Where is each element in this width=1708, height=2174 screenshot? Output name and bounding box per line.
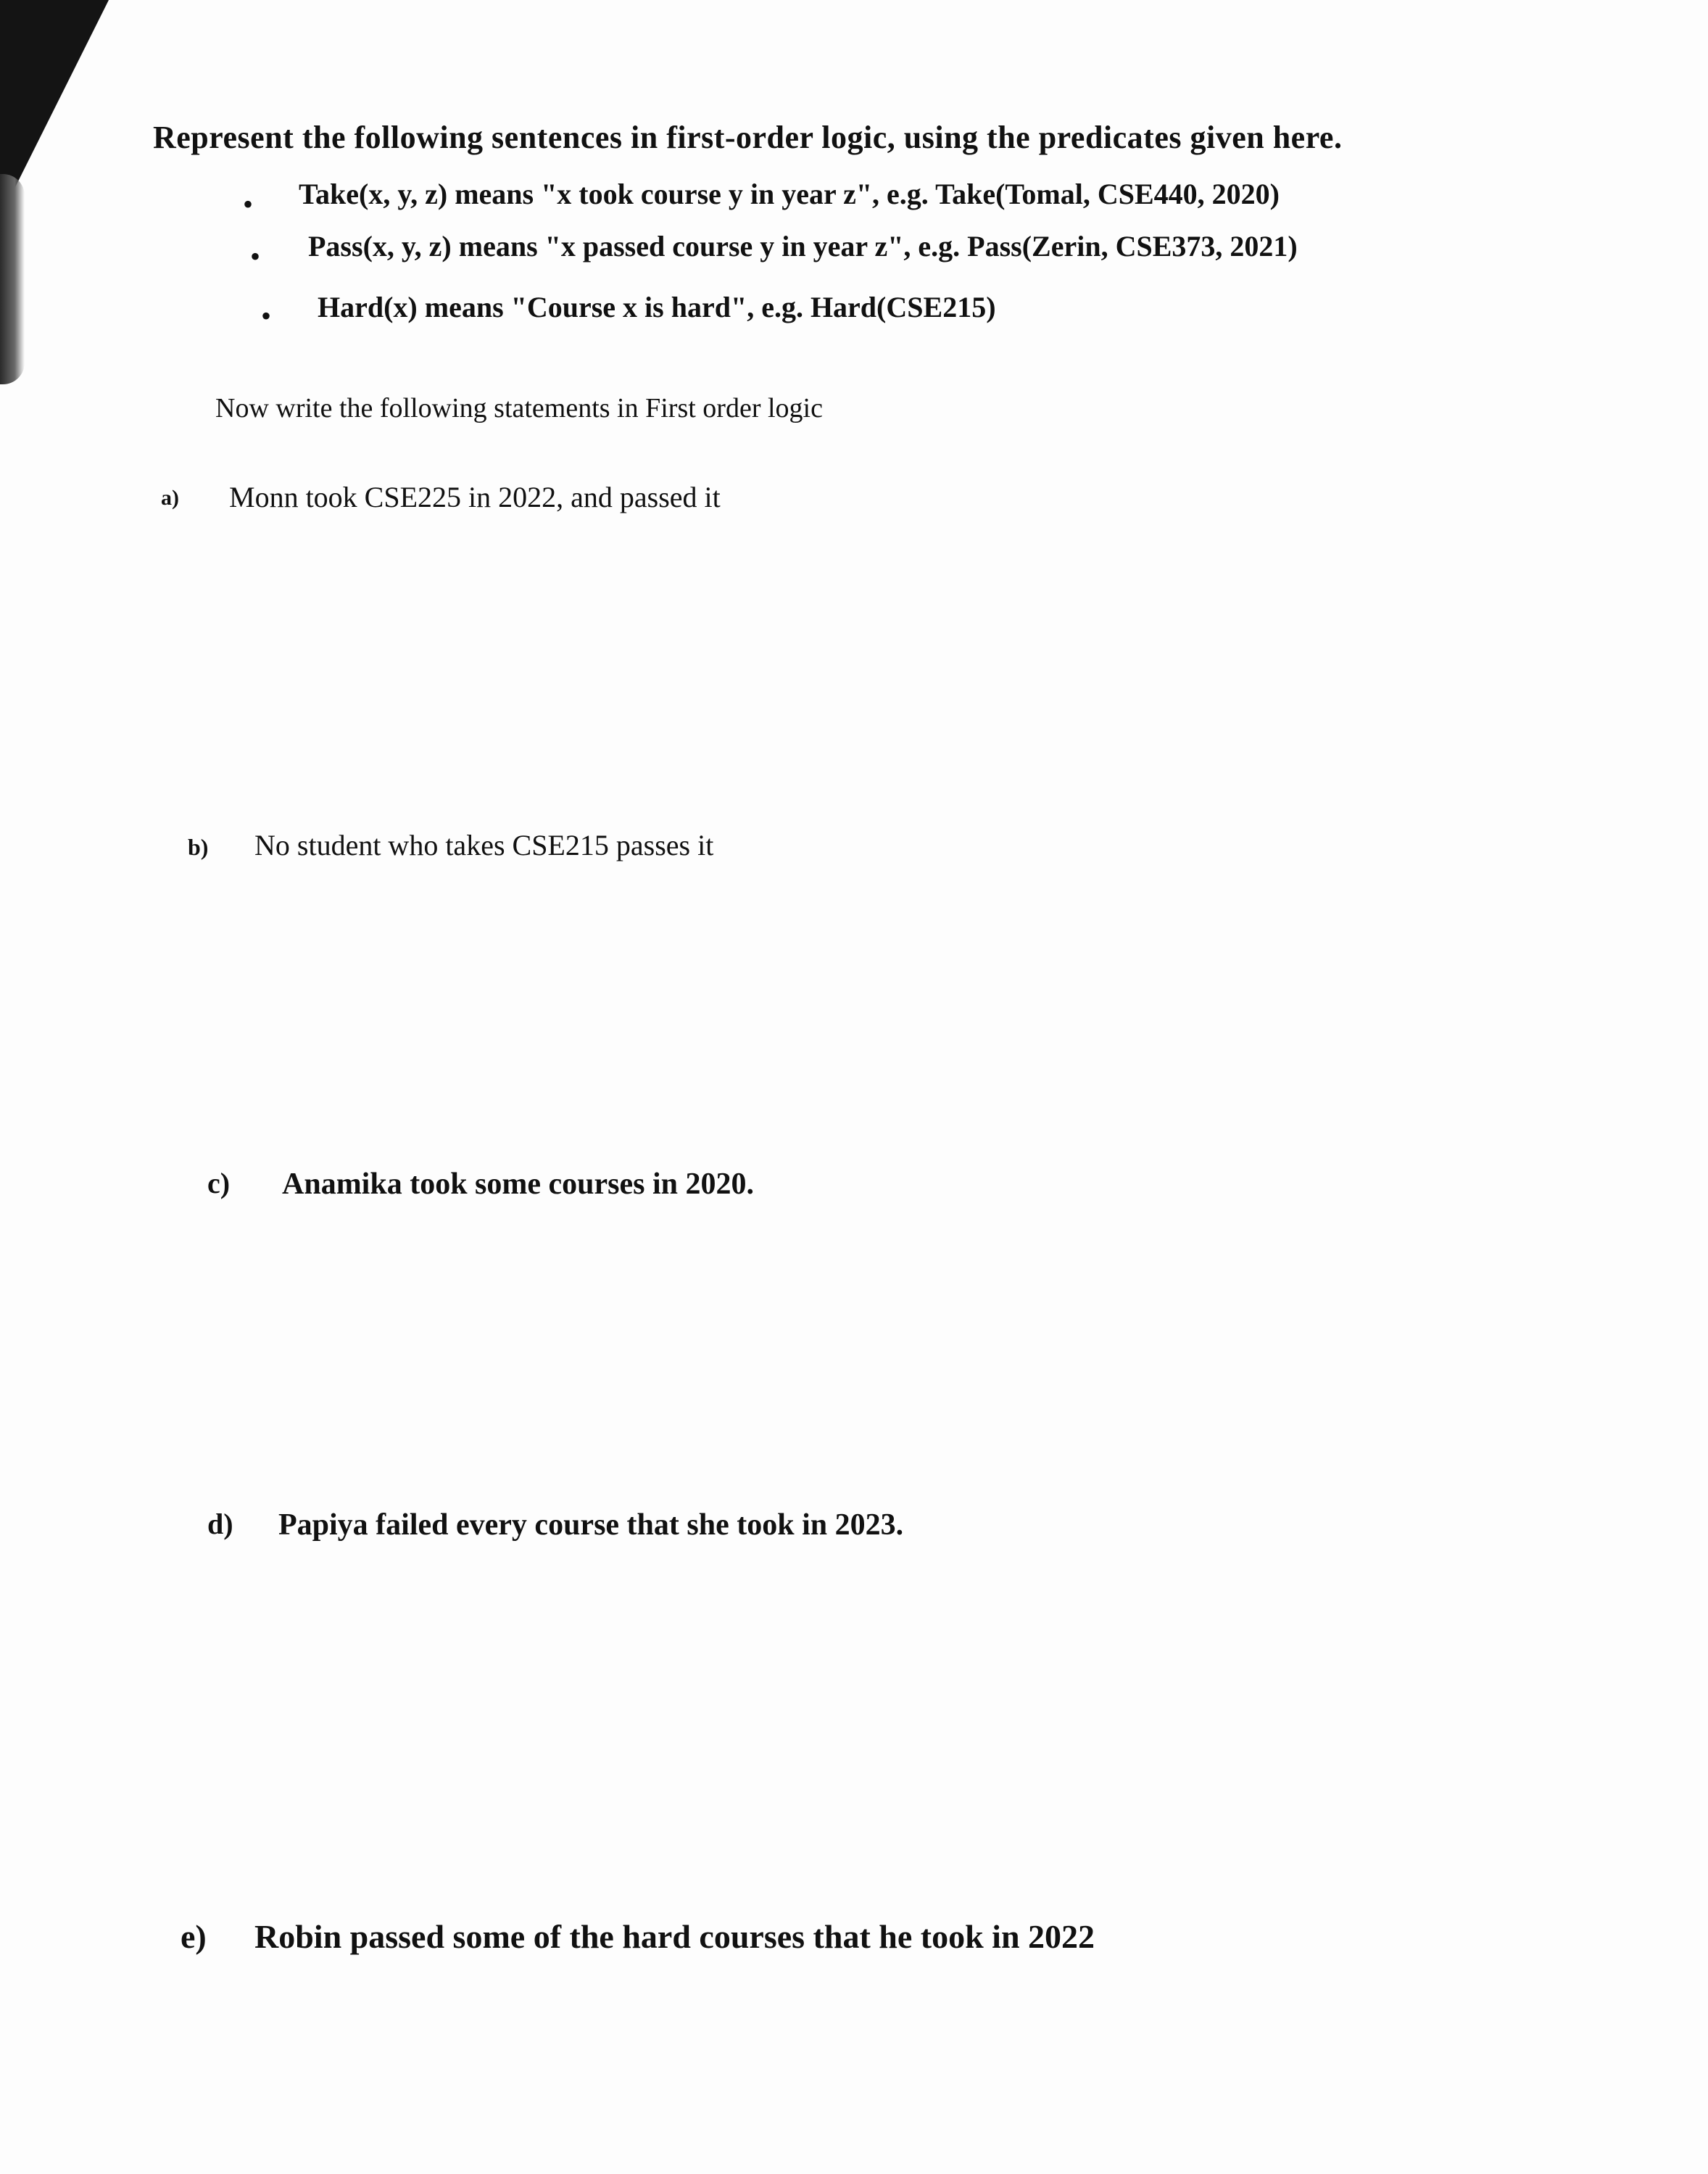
question-b-text: No student who takes CSE215 passes it bbox=[254, 829, 714, 861]
question-a-text: Monn took CSE225 in 2022, and passed it bbox=[229, 481, 721, 513]
question-e-text: Robin passed some of the hard courses that he took in 2022 bbox=[254, 1918, 1095, 1955]
bullet-icon: • bbox=[261, 299, 272, 332]
predicate-pass: Pass(x, y, z) means "x passed course y in year z", e.g. Pass(Zerin, CSE373, 2021) bbox=[308, 230, 1298, 263]
question-d-text: Papiya failed every course that she took in 2023. bbox=[278, 1508, 904, 1542]
predicate-hard: Hard(x) means "Course x is hard", e.g. Hard(CSE215) bbox=[318, 291, 996, 323]
question-a-label: a) bbox=[161, 486, 179, 510]
question-c-label: c) bbox=[207, 1167, 231, 1199]
predicate-take: Take(x, y, z) means "x took course y in year z", e.g. Take(Tomal, CSE440, 2020) bbox=[299, 178, 1280, 210]
photo-dark-edge bbox=[0, 174, 25, 384]
question-e-label: e) bbox=[181, 1918, 207, 1955]
bullet-icon: • bbox=[250, 240, 261, 273]
bullet-icon: • bbox=[243, 188, 254, 220]
question-d-label: d) bbox=[207, 1508, 233, 1540]
question-b-label: b) bbox=[188, 834, 209, 860]
instructions-heading: Represent the following sentences in first-order logic, using the predicates given here. bbox=[153, 120, 1343, 155]
subheading: Now write the following statements in First order logic bbox=[215, 393, 823, 423]
question-c-text: Anamika took some courses in 2020. bbox=[282, 1167, 755, 1201]
